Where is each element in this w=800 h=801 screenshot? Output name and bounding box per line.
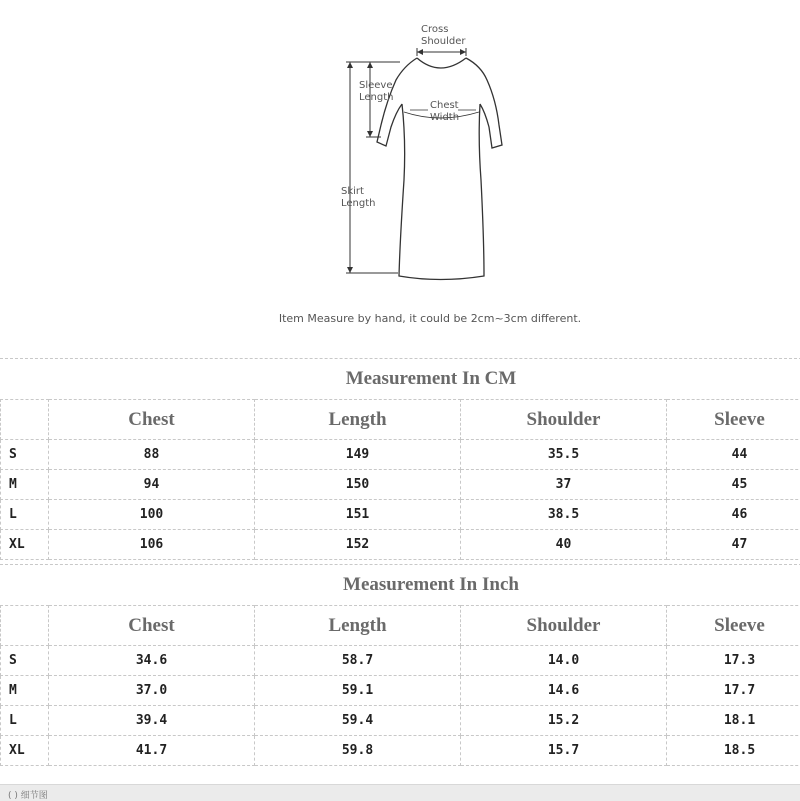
skirt-length-label-line1: Skirt <box>341 186 364 197</box>
cm-table-title: Measurement In CM <box>0 358 800 399</box>
dress-measurement-diagram <box>0 0 800 300</box>
size-cell: XL <box>1 736 49 766</box>
table-row <box>1 706 800 736</box>
bottom-section-label: ( ) 细节图 <box>8 788 48 801</box>
measure-note: Item Measure by hand, it could be 2cm~3cm different. <box>0 312 800 325</box>
length-cell: 149 <box>255 440 461 470</box>
table-row <box>1 500 800 530</box>
size-cell: L <box>1 706 49 736</box>
dress-outline <box>377 58 502 280</box>
sleeve-cell: 18.1 <box>667 706 800 736</box>
shoulder-cell: 14.0 <box>461 646 667 676</box>
length-cell: 58.7 <box>255 646 461 676</box>
shoulder-cell: 40 <box>461 530 667 560</box>
length-cell: 150 <box>255 470 461 500</box>
sleeve-header: Sleeve <box>667 606 800 646</box>
table-header-row <box>1 400 800 440</box>
table-row <box>1 736 800 766</box>
sleeve-length-label-line1: Sleeve <box>359 80 393 91</box>
shoulder-cell: 38.5 <box>461 500 667 530</box>
inch-table-title: Measurement In Inch <box>0 564 800 605</box>
table-row <box>1 646 800 676</box>
size-cell: S <box>1 440 49 470</box>
size-header-cell <box>1 606 49 646</box>
shoulder-cell: 35.5 <box>461 440 667 470</box>
chest-cell: 41.7 <box>49 736 255 766</box>
chest-cell: 88 <box>49 440 255 470</box>
sleeve-cell: 17.3 <box>667 646 800 676</box>
table-row <box>1 470 800 500</box>
sleeve-cell: 17.7 <box>667 676 800 706</box>
table-row <box>1 440 800 470</box>
chest-cell: 100 <box>49 500 255 530</box>
chest-cell: 37.0 <box>49 676 255 706</box>
shoulder-cell: 15.2 <box>461 706 667 736</box>
table-row <box>1 676 800 706</box>
sleeve-cell: 47 <box>667 530 800 560</box>
size-cell: L <box>1 500 49 530</box>
cm-size-table <box>0 399 800 560</box>
chest-header: Chest <box>49 606 255 646</box>
table-header-row <box>1 606 800 646</box>
sleeve-cell: 18.5 <box>667 736 800 766</box>
shoulder-cell: 37 <box>461 470 667 500</box>
skirt-length-label-line2: Length <box>341 198 376 209</box>
sleeve-cell: 46 <box>667 500 800 530</box>
chest-width-label-line2: Width <box>430 112 459 123</box>
chest-cell: 34.6 <box>49 646 255 676</box>
inch-measurement-section <box>0 564 800 766</box>
length-cell: 59.4 <box>255 706 461 736</box>
length-cell: 59.1 <box>255 676 461 706</box>
table-row <box>1 530 800 560</box>
length-header: Length <box>255 400 461 440</box>
shoulder-cell: 15.7 <box>461 736 667 766</box>
shoulder-header: Shoulder <box>461 606 667 646</box>
size-cell: M <box>1 470 49 500</box>
chest-cell: 39.4 <box>49 706 255 736</box>
cross-shoulder-label-line1: Cross <box>421 24 448 35</box>
size-header-cell <box>1 400 49 440</box>
cross-shoulder-label-line2: Shoulder <box>421 36 466 47</box>
chest-cell: 106 <box>49 530 255 560</box>
length-cell: 152 <box>255 530 461 560</box>
length-cell: 151 <box>255 500 461 530</box>
size-cell: XL <box>1 530 49 560</box>
size-cell: M <box>1 676 49 706</box>
shoulder-cell: 14.6 <box>461 676 667 706</box>
sleeve-length-label-line2: Length <box>359 92 394 103</box>
length-header: Length <box>255 606 461 646</box>
sleeve-cell: 45 <box>667 470 800 500</box>
sleeve-header: Sleeve <box>667 400 800 440</box>
chest-header: Chest <box>49 400 255 440</box>
shoulder-header: Shoulder <box>461 400 667 440</box>
chest-cell: 94 <box>49 470 255 500</box>
sleeve-cell: 44 <box>667 440 800 470</box>
cm-measurement-section <box>0 358 800 560</box>
bottom-section-strip <box>0 784 800 801</box>
chest-width-label-line1: Chest <box>430 100 459 111</box>
length-cell: 59.8 <box>255 736 461 766</box>
size-cell: S <box>1 646 49 676</box>
inch-size-table <box>0 605 800 766</box>
